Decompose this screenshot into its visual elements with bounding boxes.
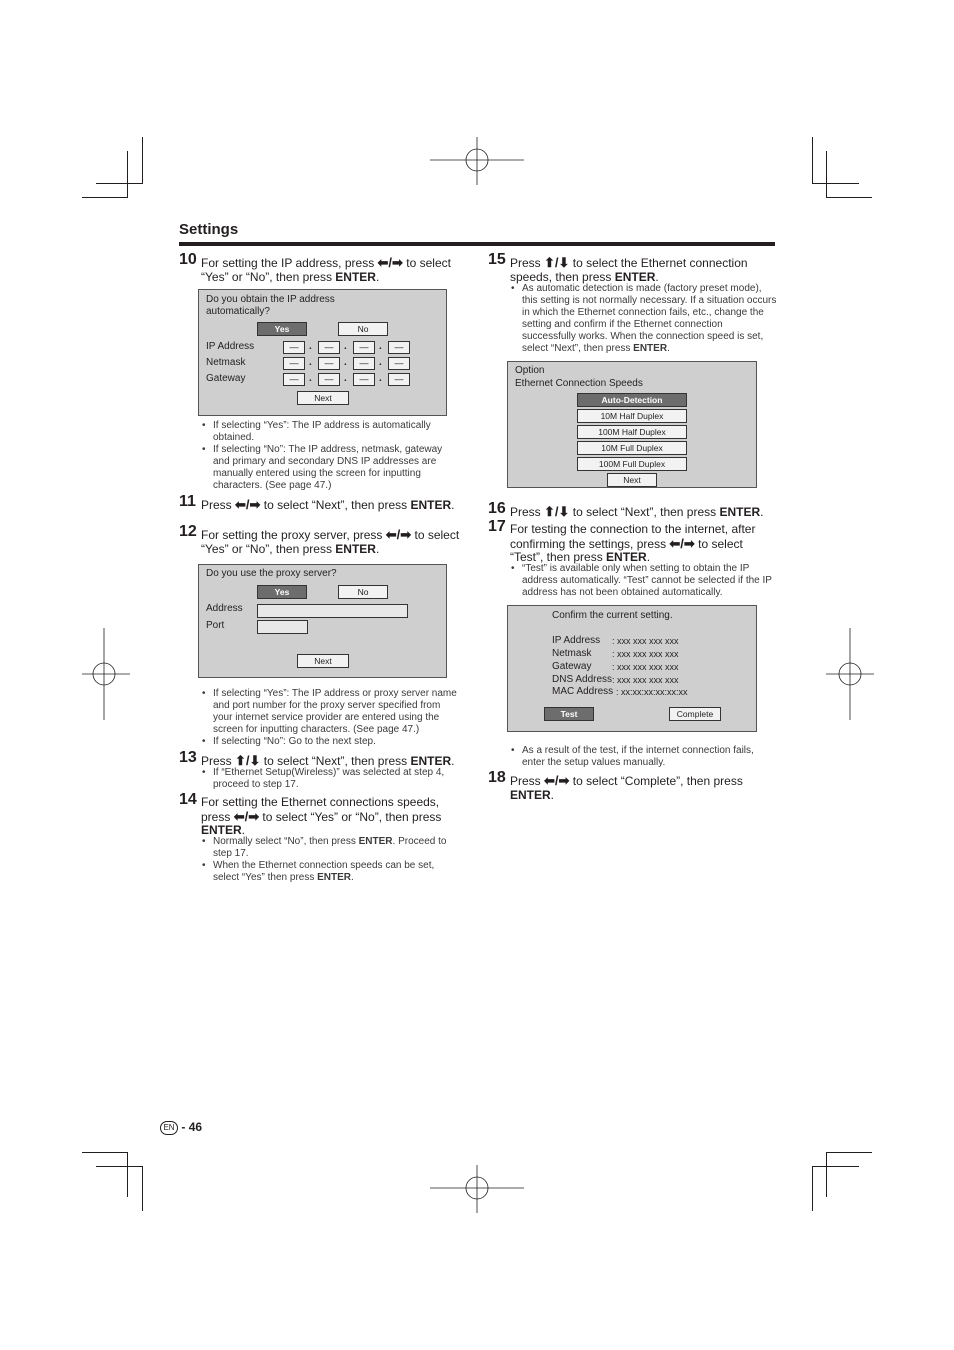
gateway-label: Gateway [206,373,246,384]
step-15: 15 Press ⬆/⬇ to select the Ethernet connection speeds, then press ENTER. [488,251,748,284]
registration-mark-left [82,628,130,720]
step-11: 11 Press ⬅/➡ to select “Next”, then press ENTER. [179,493,455,512]
complete-button[interactable]: Complete [669,707,721,721]
yes-button[interactable]: Yes [257,322,307,336]
confirm-settings-screen [507,605,757,732]
confirm-title: Confirm the current setting. [552,610,673,621]
test-button[interactable]: Test [544,707,594,721]
gateway-value: : xxx xxx xxx xxx [612,662,679,672]
left-right-arrows-icon: ⬅/➡ [233,808,260,824]
speed-title: Ethernet Connection Speeds [515,378,643,389]
step-10-notes: • If selecting “Yes”: The IP address is automatically obtained. • If selecting “No”: The IP address, netmask, gateway and primary and secondary DNS IP addresses are manually entered using the screen for inputting characters. (See page 47.) [199,420,461,492]
up-down-arrows-icon: ⬆/⬇ [544,504,570,519]
step-13-notes: • If “Ethernet Setup(Wireless)” was selected at step 4, proceed to step 17. [199,767,461,791]
left-right-arrows-icon: ⬅/➡ [669,535,695,551]
dns-address-value: : xxx xxx xxx xxx [612,675,679,685]
gateway-octet-field[interactable]: — [318,373,340,386]
step-12: 12 For setting the proxy server, press ⬅/➡ to select “Yes” or “No”, then press ENTER. [179,523,460,556]
ip-address-label: IP Address [206,341,255,352]
speed-option-10m-full[interactable]: 10M Full Duplex [577,441,687,455]
no-button[interactable]: No [338,322,388,336]
mac-address-value: : xx:xx:xx:xx:xx:xx [616,687,688,697]
netmask-octet-field[interactable]: — [388,357,410,370]
page-footer: EN - 46 [160,1120,202,1135]
left-right-arrows-icon: ⬅/➡ [385,527,412,542]
left-right-arrows-icon: ⬅/➡ [544,773,570,788]
netmask-label: Netmask [552,648,592,659]
left-right-arrows-icon: ⬅/➡ [235,497,261,512]
ip-octet-field[interactable]: — [283,341,305,354]
ip-octet-field[interactable]: — [318,341,340,354]
step-16: 16 Press ⬆/⬇ to select “Next”, then press ENTER. [488,500,764,519]
netmask-value: : xxx xxx xxx xxx [612,649,679,659]
speed-option-auto[interactable]: Auto-Detection [577,393,687,407]
page-number: 46 [188,1120,203,1134]
gateway-octet-field[interactable]: — [283,373,305,386]
ip-octet-field[interactable]: — [388,341,410,354]
netmask-octet-field[interactable]: — [318,357,340,370]
address-input[interactable] [257,604,408,618]
step-13: 13 Press ⬆/⬇ to select “Next”, then press ENTER. [179,749,455,768]
left-right-arrows-icon: ⬅/➡ [377,255,403,270]
mac-address-label: MAC Address [552,686,614,697]
netmask-octet-field[interactable]: — [353,357,375,370]
gateway-octet-field[interactable]: — [353,373,375,386]
proxy-question: Do you use the proxy server? [206,568,337,579]
ip-question: Do you obtain the IP address automatically? [206,294,335,317]
registration-mark-top [430,137,524,185]
step-12-notes: • If selecting “Yes”: The IP address or proxy server name and port number for the proxy server specified from your internet service provider are entered using the screen for inputting characters. (See page 47.) • If selecting “No”: Go to the next step. [199,688,461,748]
step-15-notes: • As automatic detection is made (factory preset mode), this setting is not normally necessary. If a situation occurs in which the Ethernet connection fails, etc., change the setting and confirm if the Ethernet connection successfully works. When the connection speed is set, select “Next”, then press ENTER. [508,283,778,355]
gateway-octet-field[interactable]: — [388,373,410,386]
step-18: 18 Press ⬅/➡ to select “Complete”, then press ENTER. [488,769,743,802]
step-17-notes: • “Test” is available only when setting to obtain the IP address automatically. “Test” cannot be selected if the IP address has not been obtained automatically. [508,563,778,599]
option-title: Option [515,365,545,376]
section-title: Settings [179,221,239,238]
ip-address-label: IP Address [552,635,601,646]
step-14-notes: • Normally select “No”, then press ENTER. Proceed to step 17. • When the Ethernet connection speeds can be set, select “Yes” then press ENTER. [199,836,461,884]
registration-mark-bottom [430,1165,524,1213]
next-button[interactable]: Next [297,654,349,668]
connection-speed-screen [507,361,757,488]
address-label: Address [206,603,243,614]
ip-octet-field[interactable]: — [353,341,375,354]
netmask-octet-field[interactable]: — [283,357,305,370]
proxy-screen [198,564,447,678]
next-button[interactable]: Next [607,473,657,487]
dns-address-label: DNS Address [552,674,613,685]
next-button[interactable]: Next [297,391,349,405]
speed-option-100m-half[interactable]: 100M Half Duplex [577,425,687,439]
speed-option-10m-half[interactable]: 10M Half Duplex [577,409,687,423]
step-14: 14 For setting the Ethernet connections speeds, press ⬅/➡ to select “Yes” or “No”, then press ENTER. [179,791,442,837]
port-label: Port [206,620,225,631]
section-rule [179,242,775,246]
ip-address-screen: Do you obtain the IP address automatically? Yes No IP Address Netmask Gateway — . — . — . — — . — . — . — — . — . — . — Next [198,289,447,416]
step-10: 10 For setting the IP address, press ⬅/➡ to select “Yes” or “No”, then press ENTER. [179,251,451,284]
up-down-arrows-icon: ⬆/⬇ [235,753,261,768]
speed-option-100m-full[interactable]: 100M Full Duplex [577,457,687,471]
step-17-result-note: • As a result of the test, if the internet connection fails, enter the setup values manually. [508,745,778,769]
registration-mark-right [826,628,874,720]
no-button[interactable]: No [338,585,388,599]
netmask-label: Netmask [206,357,246,368]
language-badge: EN [160,1121,178,1135]
step-number: 10 [179,251,197,268]
ip-address-value: : xxx xxx xxx xxx [612,636,679,646]
step-17: 17 For testing the connection to the internet, after confirming the settings, press ⬅/➡ to select “Test”, then press ENTER. [488,518,756,564]
gateway-label: Gateway [552,661,592,672]
up-down-arrows-icon: ⬆/⬇ [544,255,570,270]
yes-button[interactable]: Yes [257,585,307,599]
port-input[interactable] [257,620,308,634]
